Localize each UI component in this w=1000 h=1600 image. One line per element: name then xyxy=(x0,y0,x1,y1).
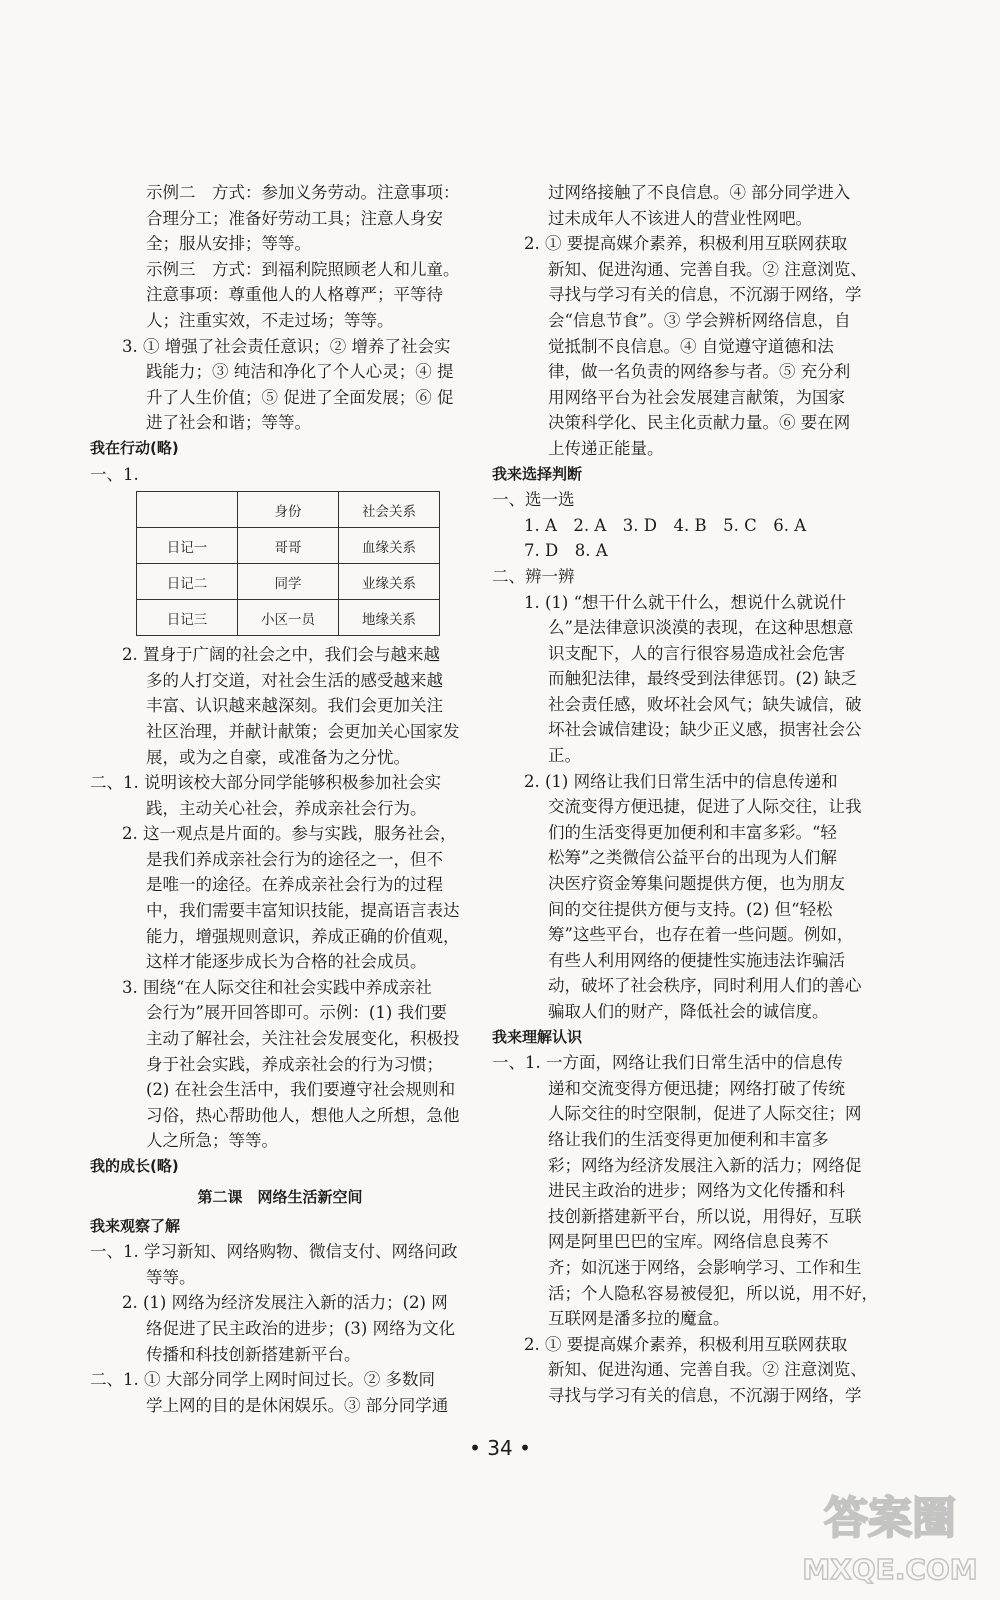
text-line: 决策科学化、民主化贡献力量。⑥ 要在网 xyxy=(548,413,851,433)
table-cell: 日记三 xyxy=(137,600,238,636)
text-line: 2. (1) 网络让我们日常生活中的信息传递和 xyxy=(524,771,838,791)
right-column xyxy=(492,180,878,1409)
text-line: 二、1. 说明该校大部分同学能够积极参加社会实 xyxy=(90,773,441,793)
text-line: 筹”这些平台，也存在着一些问题。例如， xyxy=(548,925,854,945)
text-line: 有些人利用网络的便捷性实施违法诈骗活 xyxy=(548,950,845,970)
text-line: 骗取人们的财产，降低社会的诚信度。 xyxy=(548,1002,829,1021)
text-line: 践能力；③ 纯洁和净化了个人心灵；④ 提 xyxy=(146,362,454,382)
text-line: 递和交流变得方便迅捷；网络打破了传统 xyxy=(548,1078,845,1098)
table-cell: 地缘关系 xyxy=(339,600,440,636)
lesson-title: 第二课 网络生活新空间 xyxy=(197,1187,363,1206)
text-line: 络促进了民主政治的进步；(3) 网络为文化 xyxy=(146,1318,456,1338)
text-line: 2. 这一观点是片面的。参与实践，服务社会， xyxy=(122,824,457,844)
text-line: 络让我们的生活变得更加便利和丰富多 xyxy=(548,1129,829,1149)
text-line: 寻找与学习有关的信息，不沉溺于网络，学 xyxy=(548,1385,862,1405)
text-line: 示例三 方式：到福利院照顾老人和儿童。 xyxy=(146,259,460,279)
text-line: 们的生活变得更加便利和丰富多彩。“轻 xyxy=(548,822,837,842)
table-cell: 身份 xyxy=(238,492,339,528)
text-line: 一、选一选 xyxy=(492,490,575,510)
text-line: 传播和科技创新搭建新平台。 xyxy=(146,1344,361,1364)
text-line: 社区治理，并献计献策；会更加关心国家发 xyxy=(146,721,460,741)
watermark-url: MXQE.COM xyxy=(802,1553,978,1586)
text-line: 网是阿里巴巴的宝库。网络信息良莠不 xyxy=(548,1232,829,1252)
table-cell: 哥哥 xyxy=(238,528,339,564)
text-line: 齐；如沉迷于网络，会影响学习、工作和生 xyxy=(548,1257,862,1277)
text-line: 人；注重实效，不走过场；等等。 xyxy=(146,310,394,330)
text-line: 学上网的目的是休闲娱乐。③ 部分同学通 xyxy=(146,1395,449,1415)
text-line: 习俗，热心帮助他人，想他人之所想，急他 xyxy=(146,1105,460,1125)
text-line: 而触犯法律，最终受到法律惩罚。(2) 缺乏 xyxy=(548,669,858,689)
text-line: 会行为”展开回答即可。示例：(1) 我们要 xyxy=(146,1003,448,1023)
table-row xyxy=(137,528,440,564)
text-line: 1. (1) “想干什么就干什么，想说什么就说什 xyxy=(524,592,847,612)
table-cell: 日记一 xyxy=(137,528,238,564)
text-line: 是我们养成亲社会行为的途径之一，但不 xyxy=(146,849,443,869)
text-line: 一、1. 一方面，网络让我们日常生活中的信息传 xyxy=(492,1053,843,1073)
text-line: 进民主政治的进步；网络为文化传播和科 xyxy=(548,1181,845,1201)
text-line: 决医疗资金筹集问题提供方便，也为朋友 xyxy=(548,874,845,894)
relations-table xyxy=(136,491,440,636)
table-cell: 小区一员 xyxy=(238,600,339,636)
section-heading: 我的成长(略) xyxy=(90,1157,179,1175)
text-line: 识支配下，人的言行很容易造成社会危害 xyxy=(548,643,845,663)
watermark-title: 答案圈 xyxy=(824,1493,956,1544)
page-number: • 34 • xyxy=(469,1436,531,1460)
text-line: (2) 在社会生活中，我们要遵守社会规则和 xyxy=(146,1080,456,1100)
text-line: 2. 置身于广阔的社会之中，我们会与越来越 xyxy=(122,645,440,665)
table-cell xyxy=(137,492,238,528)
text-line: 新知、促进沟通、完善自我。② 注意浏览、 xyxy=(548,259,867,279)
text-line: 能力，增强规则意识，养成正确的价值观， xyxy=(146,926,460,946)
text-line: 注意事项：尊重他人的人格尊严；平等待 xyxy=(146,285,443,305)
text-line: 松筹”之类微信公益平台的出现为人们解 xyxy=(548,848,837,868)
text-line: 活；个人隐私容易被侵犯，所以说，用不好， xyxy=(548,1283,878,1303)
text-line: 是唯一的途径。在养成亲社会行为的过程 xyxy=(146,875,443,895)
section-heading: 我来观察了解 xyxy=(90,1216,181,1235)
text-line: 示例二 方式：参加义务劳动。注意事项： xyxy=(146,183,460,202)
table-cell: 社会关系 xyxy=(339,492,440,528)
text-line: 律，做一名负责的网络参与者。⑤ 充分利 xyxy=(548,362,851,382)
text-line: 2. ① 要提高媒介素养，积极利用互联网获取 xyxy=(524,1334,848,1354)
text-line: 2. ① 要提高媒介素养，积极利用互联网获取 xyxy=(524,234,848,254)
table-row xyxy=(137,600,440,636)
text-line: 技创新搭建新平台，所以说，用得好，互联 xyxy=(548,1206,862,1226)
table-cell: 业缘关系 xyxy=(339,564,440,600)
text-line: 合理分工；准备好劳动工具；注意人身安 xyxy=(146,208,443,228)
text-line: 上传递正能量。 xyxy=(548,438,664,458)
text-line: 进了社会和谐；等等。 xyxy=(146,413,311,433)
text-line: 展，或为之自豪，或准备为之分忧。 xyxy=(146,747,410,767)
text-line: 人际交往的时空限制，促进了人际交往；网 xyxy=(548,1104,862,1124)
left-column xyxy=(90,180,470,1418)
section-heading: 我来理解认识 xyxy=(492,1027,583,1046)
text-line: 社会责任感，败坏社会风气；缺失诚信，破 xyxy=(548,694,862,714)
table-cell: 同学 xyxy=(238,564,339,600)
table-cell: 血缘关系 xyxy=(339,528,440,564)
text-line: 3. ① 增强了社会责任意识；② 增养了社会实 xyxy=(122,336,451,356)
text-line: 新知、促进沟通、完善自我。② 注意浏览、 xyxy=(548,1360,867,1380)
text-line: 二、辨一辨 xyxy=(492,566,575,586)
text-line: 全；服从安排；等等。 xyxy=(146,234,311,254)
text-line: 用网络平台为社会发展建言献策，为国家 xyxy=(548,387,845,407)
text-line: 一、1. 学习新知、网络购物、微信支付、网络问政 xyxy=(90,1242,458,1262)
text-line: 等等。 xyxy=(146,1267,196,1287)
text-line: 主动了解社会，关注社会发展变化，积极投 xyxy=(146,1029,460,1049)
text-line: 会“信息节食”。③ 学会辨析网络信息，自 xyxy=(548,310,851,330)
text-line: 觉抵制不良信息。④ 自觉遵守道德和法 xyxy=(548,336,834,356)
text-line: 二、1. ① 大部分同学上网时间过长。② 多数同 xyxy=(90,1370,435,1390)
table-cell: 日记二 xyxy=(137,564,238,600)
text-line: 动，破坏了社会秩序，同时利用人们的善心 xyxy=(548,976,862,996)
text-line: 过网络接触了不良信息。④ 部分同学进入 xyxy=(548,183,851,202)
text-line: 交流变得方便迅捷，促进了人际交往，让我 xyxy=(548,797,862,817)
table-row xyxy=(137,564,440,600)
text-line: 丰富、认识越来越深刻。我们会更加关注 xyxy=(146,696,443,716)
text-line: 2. (1) 网络为经济发展注入新的活力；(2) 网 xyxy=(122,1293,448,1313)
text-line: 彩；网络为经济发展注入新的活力；网络促 xyxy=(548,1155,862,1175)
text-line: 3. 围绕“在人际交往和社会实践中养成亲社 xyxy=(122,977,432,997)
text-line: 人之所急；等等。 xyxy=(146,1131,278,1151)
section-heading: 我在行动(略) xyxy=(90,438,179,457)
table-header-row xyxy=(137,492,440,528)
text-line: 一、1. xyxy=(90,464,139,484)
text-line: 身于社会实践，养成亲社会的行为习惯； xyxy=(146,1054,443,1074)
text-line: 这样才能逐步成长为合格的社会成员。 xyxy=(146,952,427,972)
text-line: 多的人打交道，对社会生活的感受越来越 xyxy=(146,670,443,690)
section-heading: 我来选择判断 xyxy=(492,464,583,483)
text-line: 坏社会诚信建设；缺少正义感，损害社会公 xyxy=(548,720,862,740)
text-line: 过未成年人不该进人的营业性网吧。 xyxy=(548,208,812,228)
watermark-logo xyxy=(800,1475,980,1590)
text-line: 7. D 8. A xyxy=(524,541,608,561)
text-line: 正。 xyxy=(548,746,581,766)
text-line: 么”是法律意识淡漠的表现，在这种思想意 xyxy=(548,618,854,638)
text-line: 中，我们需要丰富知识技能，提高语言表达 xyxy=(146,901,460,921)
text-line: 寻找与学习有关的信息，不沉溺于网络，学 xyxy=(548,285,862,305)
text-line: 升了人生价值；⑤ 促进了全面发展；⑥ 促 xyxy=(146,387,454,407)
text-line: 互联网是潘多拉的魔盒。 xyxy=(548,1309,730,1329)
text-line: 践，主动关心社会，养成亲社会行为。 xyxy=(146,798,427,818)
text-line: 1. A 2. A 3. D 4. B 5. C 6. A xyxy=(524,515,807,535)
text-line: 间的交往提供方便与支持。(2) 但“轻松 xyxy=(548,899,833,919)
